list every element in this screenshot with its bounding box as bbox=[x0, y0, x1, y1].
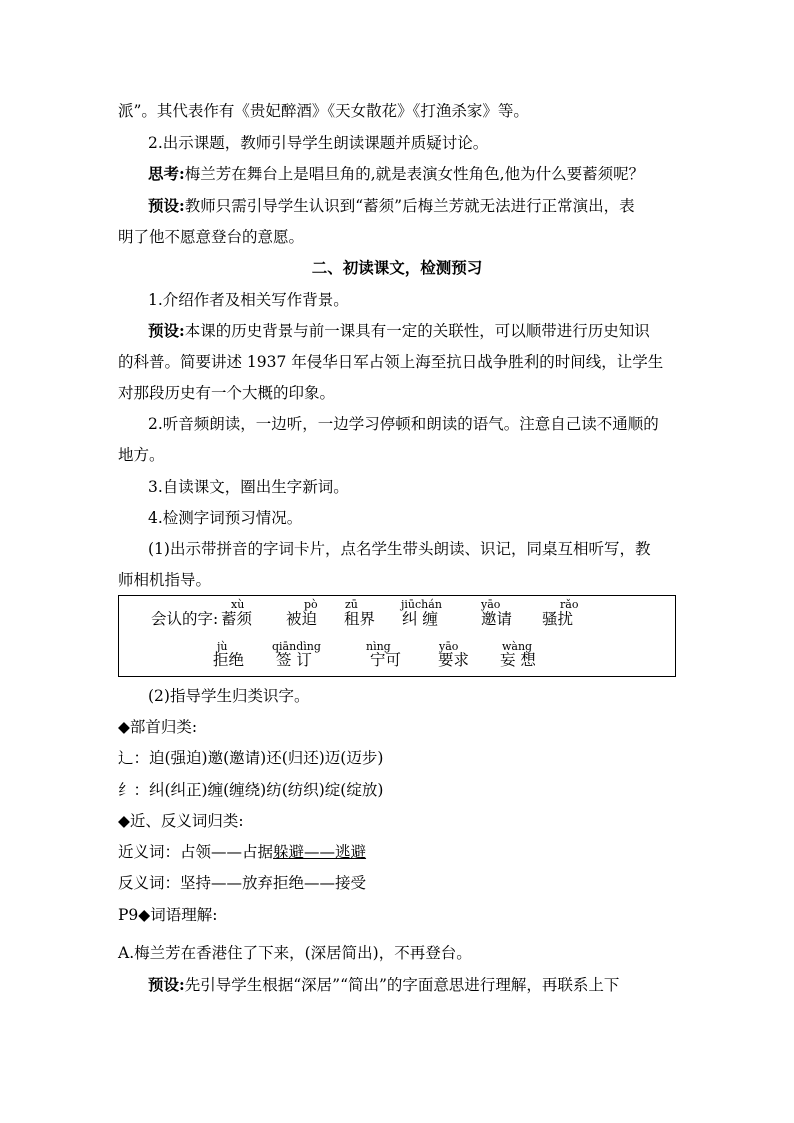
synonym-label: 近义词： bbox=[118, 843, 181, 861]
antonym-pair: 拒绝——接受 bbox=[273, 874, 367, 892]
radical-heading: ◆部首归类: bbox=[118, 718, 198, 736]
item-3: 3.自读课文，圈出生字新词。 bbox=[148, 478, 349, 496]
card-word: 蓄须 bbox=[221, 610, 253, 628]
antonym-line bbox=[118, 873, 366, 893]
card-word: 被迫 bbox=[286, 610, 318, 628]
think-text: 梅兰芳在舞台上是唱旦角的,就是表演女性角色,他为什么要蓄须呢？ bbox=[184, 165, 645, 183]
pinyin-card bbox=[118, 595, 676, 677]
item-4: 4.检测字词预习情况。 bbox=[148, 509, 303, 527]
pinyin: nìng bbox=[366, 640, 391, 653]
pinyin: jiūchán bbox=[401, 598, 442, 611]
pinyin: xù bbox=[231, 598, 245, 611]
intro-line-2: 2.出示课题，教师引导学生朗读课题并质疑讨论。 bbox=[148, 134, 489, 152]
preset-text: 本课的历史背景与前一课具有一定的关联性，可以顺带进行历史知识 bbox=[184, 322, 650, 340]
think-paragraph bbox=[148, 164, 644, 184]
preset-line-c: 对那段历史有一个大概的印象。 bbox=[118, 384, 336, 402]
card-word: 宁可 bbox=[370, 651, 402, 669]
preset-text: 先引导学生根据“深居”“简出”的字面意思进行理解，再联系上下 bbox=[184, 976, 620, 994]
item-2: 2.听音频朗读，一边听，一边学习停顿和朗读的语气。注意自己读不通顺的 bbox=[148, 415, 659, 433]
preset-paragraph-2 bbox=[148, 321, 650, 341]
card-word: 骚扰 bbox=[542, 610, 574, 628]
synonym-pair: 占领——占据 bbox=[180, 843, 274, 861]
item-1: 1.介绍作者及相关写作背景。 bbox=[148, 291, 349, 309]
card-word: 拒绝 bbox=[213, 651, 245, 669]
preset-label: 预设: bbox=[148, 196, 185, 215]
antonym-label: 反义词： bbox=[118, 874, 181, 892]
vocab-item-a: A.梅兰芳在香港住了下来，(深居简出)，不再登台。 bbox=[118, 944, 472, 962]
section-heading: 二、初读课文，检测预习 bbox=[311, 258, 483, 277]
synonym-line bbox=[118, 842, 366, 862]
pinyin: pò bbox=[304, 598, 318, 611]
card-label: 会认的字: bbox=[151, 610, 219, 628]
think-label: 思考: bbox=[148, 164, 185, 183]
item-2-cont: 地方。 bbox=[118, 446, 165, 464]
radical-line-2: 纟：纠(纠正)缠(缠绕)纺(纺织)绽(绽放) bbox=[118, 781, 384, 799]
pinyin: rǎo bbox=[560, 598, 579, 611]
preset-text: 教师只需引导学生认识到“蓄须”后梅兰芳就无法进行正常演出，表 bbox=[184, 197, 635, 215]
intro-line-1: 派”。其代表作有《贵妃醉酒》《天女散花》《打渔杀家》等。 bbox=[118, 102, 529, 120]
card-word: 妄 想 bbox=[500, 651, 536, 669]
radical-line-1: 辶：迫(强迫)邀(邀请)还(归还)迈(迈步) bbox=[118, 749, 384, 767]
synonym-pair: 躲避——逃避 bbox=[273, 843, 367, 861]
card-word: 邀请 bbox=[481, 610, 513, 628]
card-word: 签 订 bbox=[276, 651, 312, 669]
card-word: 要求 bbox=[438, 651, 470, 669]
card-word: 纠 缠 bbox=[402, 610, 438, 628]
pinyin: yāo bbox=[481, 598, 501, 611]
pinyin: jù bbox=[217, 640, 228, 653]
preset-label: 预设: bbox=[148, 975, 185, 994]
pinyin: yāo bbox=[439, 640, 459, 653]
sub-item-1-cont: 师相机指导。 bbox=[118, 571, 212, 589]
pinyin: zū bbox=[345, 598, 358, 611]
sub-item-1: (1)出示带拼音的字词卡片，点名学生带头朗读、识记，同桌互相听写，教 bbox=[148, 540, 651, 558]
pinyin: wàng bbox=[502, 640, 533, 653]
antonym-pair: 坚持——放弃 bbox=[180, 874, 274, 892]
preset-continuation: 明了他不愿意登台的意愿。 bbox=[118, 228, 305, 246]
preset-line-b: 的科普。简要讲述 1937 年侵华日军占领上海至抗日战争胜利的时间线，让学生 bbox=[118, 353, 664, 371]
card-word: 租界 bbox=[344, 610, 376, 628]
pinyin: qiāndìng bbox=[272, 640, 321, 653]
preset-paragraph-3 bbox=[148, 975, 619, 995]
vocab-heading: P9◆词语理解: bbox=[118, 906, 218, 924]
sub-item-2: (2)指导学生归类识字。 bbox=[148, 687, 310, 705]
preset-label: 预设: bbox=[148, 321, 185, 340]
synonym-heading: ◆近、反义词归类: bbox=[118, 812, 244, 830]
preset-paragraph-1 bbox=[148, 196, 635, 216]
